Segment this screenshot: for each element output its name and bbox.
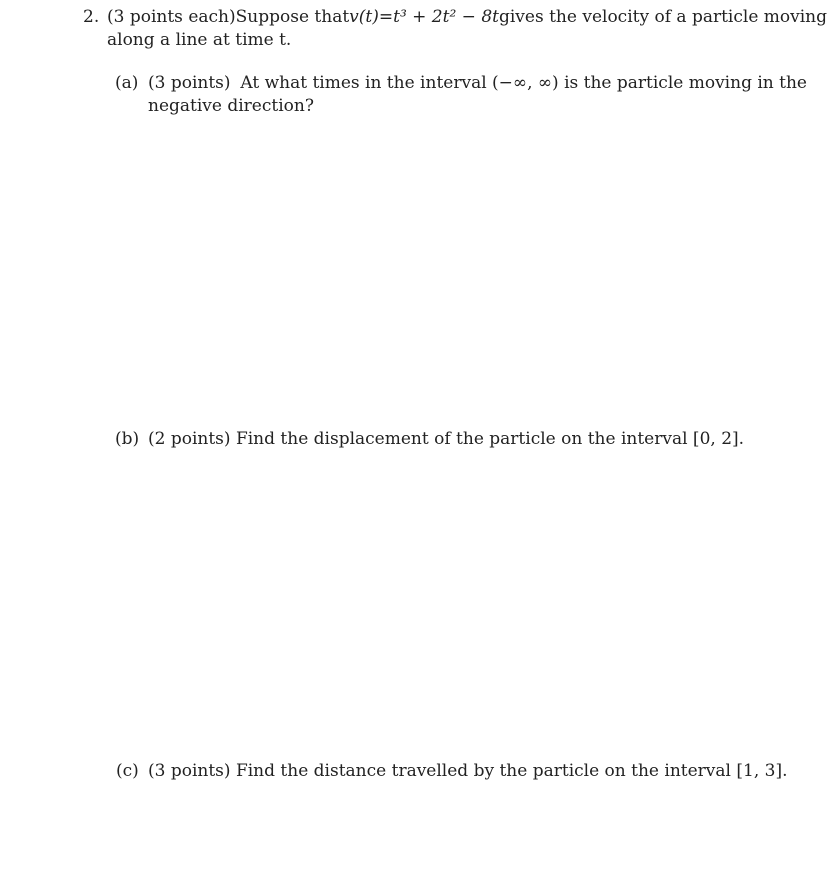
part-a-question-line-2: negative direction? <box>148 96 314 116</box>
part-b-points: (2 points) <box>148 429 231 449</box>
velocity-function-rhs: t³ + 2t² − 8t <box>393 7 499 27</box>
part-b-line-1 <box>148 428 744 450</box>
problem-number: 2. <box>83 7 100 27</box>
part-a-line-1 <box>148 72 807 94</box>
part-c-question: Find the distance travelled by the particle on the interval [1, 3]. <box>235 761 788 781</box>
part-a-points: (3 points) <box>148 73 231 93</box>
part-b-label: (b) <box>115 429 140 449</box>
problem-statement-line-1 <box>107 6 828 28</box>
part-c-label: (c) <box>116 761 139 781</box>
part-c-line-1 <box>148 760 787 782</box>
part-c-points: (3 points) <box>148 761 231 781</box>
problem-points: (3 points each) <box>107 7 236 27</box>
problem-text-after: gives the velocity of a particle moving <box>498 7 828 27</box>
part-b-question: Find the displacement of the particle on the interval [0, 2]. <box>235 429 745 449</box>
part-a-label: (a) <box>115 73 139 93</box>
equals-sign: = <box>378 7 394 27</box>
velocity-function-lhs: v(t) <box>349 7 379 27</box>
problem-text-before: Suppose that <box>235 7 350 27</box>
problem-statement-line-2: along a line at time t. <box>107 30 292 50</box>
part-a-question-line-1: At what times in the interval (−∞, ∞) is the particle moving in the <box>240 73 807 93</box>
